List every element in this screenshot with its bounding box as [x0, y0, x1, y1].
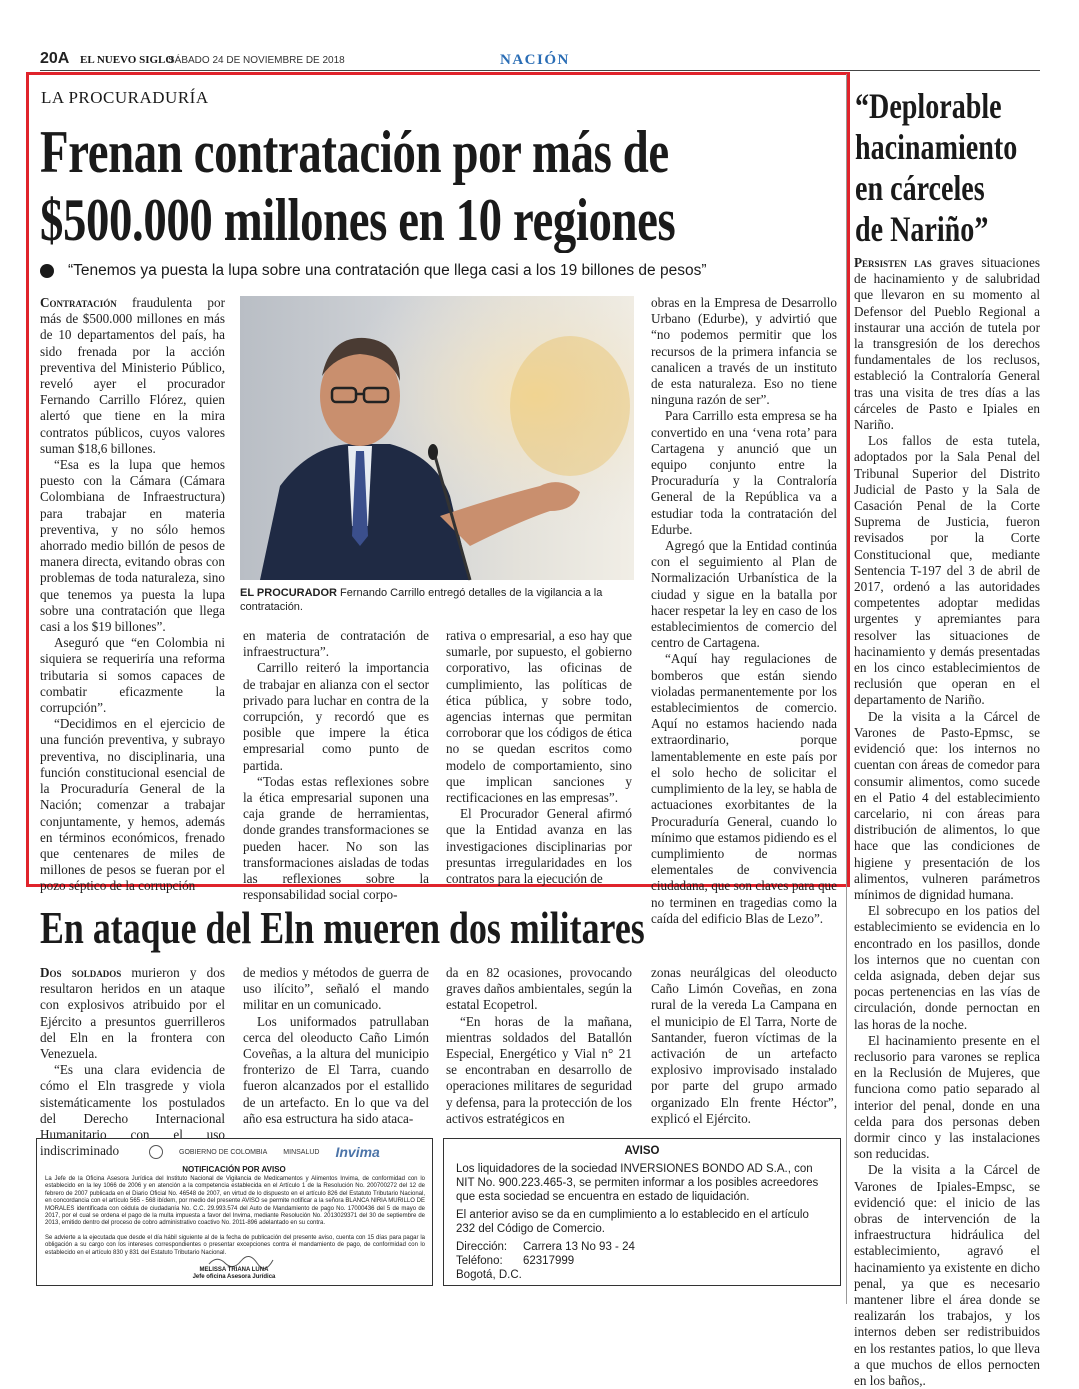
- second-headline: En ataque del Eln mueren dos militares: [40, 902, 645, 953]
- paragraph: “Todas estas reflexiones sobre la ética empresarial suponen una caja grande de herramientas, donde grandes transformaciones se pueden hacer. No son las transformaciones aisladas de todas las reflexiones sobre la responsabilidad social corpo-: [243, 773, 429, 903]
- paragraph: “En horas de la mañana, mientras soldados del Batallón Especial, Energético y Vial n° 21 se encontraban en desarrollo de operaciones militares de seguridad y defensa, para la protección de los activos estratégicos en: [446, 1013, 632, 1126]
- ad-logos: [149, 1144, 399, 1160]
- notice-signer: MELISSA TRIANA LUNA: [199, 1267, 269, 1273]
- paragraph: en materia de contratación de infraestructura”.: [243, 628, 429, 660]
- caption-text: Fernando Carrillo entregó detalles de la vigilancia a la contratación.: [240, 587, 603, 613]
- article-column-3: [446, 628, 632, 887]
- page-number: 20A: [40, 50, 70, 67]
- section-name: NACIÓN: [500, 52, 570, 68]
- paragraph: “Esa es la lupa que hemos puesto con la Cámara (Cámara Colombiana de Infraestructura) para trabajar en materia preventiva, y no sólo hemos ahorrado medio billón de pesos de manera directa, evitando obras con problemas de toda naturaleza, sino que tenemos ya puesta la lupa sobre una contratación que llega casi a los $19 billones”.: [40, 457, 225, 635]
- paragraph: Para Carrillo esta empresa se ha convertido en una ‘vena rota’ para Cartagena y anunció que un equipo conjunto entre la Procuraduría y la Contraloría General de la República va a estudiar toda la contratación del Edurbe.: [651, 408, 837, 537]
- paragraph: obras en la Empresa de Desarrollo Urbano (Edurbe), y advirtió que “no podemos permitir que los recursos de la primera infancia se canalicen a través de un instituto de esta naturaleza. Eso no tiene ninguna razón de ser”.: [651, 295, 837, 408]
- paragraph: El Procurador General afirmó que la Entidad avanza en las investigaciones disciplinarias por presuntas irregularidades en los contratos para la ejecución de: [446, 806, 632, 887]
- phone-label: Teléfono:: [456, 1255, 503, 1267]
- notice-body-1: La Jefe de la Oficina Asesora Jurídica del Instituto Nacional de Vigilancia de Medicamentos y Alimentos Invima, de conformidad con lo establecido en la ley 1066 de 2006 y en atención a la competencia establecida en el Artículo 1 de la Resolución No. 200700272 del 12 de febrero de 2007 publicada en el Diario Oficial No. 46548 de 2007, en virtud de lo dispuesto en el artículo 826 del Estatuto Tributario Nacional, en concordancia con el artículo 565 - 568 ibídem, por medio del presente AVISO se permite notificar a la señora BLANCA NIRIA MURILLO DE MORALES identificada con cédula de ciudadanía No. C.C. 29.993.574 del Auto de Mandamiento de pago No. 17000436 del 5 de mayo de 2017, por el cual se ordena el pago de la multa impuesta a favor del Invima, mediante Resolución No. 2013029371 del 30 de septiembre de 2013, emitido dentro del proceso de cobro administrativo coactivo No. 2011-896 adelantado en su contra.: [45, 1176, 425, 1227]
- caption-lead: EL PROCURADOR: [240, 587, 337, 599]
- second-column-1: [40, 965, 225, 1159]
- paragraph: [854, 255, 1040, 433]
- paragraph: Los fallos de esta tutela, adoptados por la Sala Penal del Tribunal Superior del Distrito Judicial de Pasto y la Sala de Casación Penal de la Corte Suprema de Justicia, fueron revisados por la Corte Constitucional que, mediante Sentencia T-197 del 3 de abril de 2017, ordenó a las autoridades competentes adoptar medidas urgentes y apremiantes para resolver las situaciones de hacinamiento y demás presentadas en los cinco establecimientos de reclusión que operan en el departamento de Nariño.: [854, 433, 1040, 708]
- sidebar-title-line-3: en cárceles: [855, 168, 985, 208]
- notice-title: NOTIFICACIÓN POR AVISO: [182, 1165, 286, 1174]
- lead-words: Persisten las: [854, 255, 932, 270]
- issue-date: SÁBADO 24 DE NOVIEMBRE DE 2018: [168, 55, 345, 66]
- article-column-1: [40, 295, 225, 895]
- second-column-4: [651, 965, 837, 1127]
- article-subhead: “Tenemos ya puesta la lupa sobre una contratación que llega casi a los 19 billones de pesos”: [68, 262, 707, 279]
- aviso-paragraph-2: El anterior aviso se da en cumplimiento a lo establecido en el artículo 232 del Código de Comercio.: [456, 1209, 809, 1236]
- logo-minsalud: MINSALUD: [283, 1148, 320, 1156]
- headline-line-1: Frenan contratación por más de: [40, 119, 669, 185]
- paragraph: “Aquí hay regulaciones de bomberos que están siendo violadas permanentemente por los establecimientos de comercio. Aquí no estamos haciendo nada extraordinario, porque lamentablemente en este país por el solo hecho de solicitar el cumplimiento de la ley, se habla de actuaciones exorbitantes de la Procuraduría General, cuando lo mínimo que estamos pidiendo es el cumplimiento de normas elementales de convivencia ciudadana, que son claves para que no terminen en tragedias como la caída del edificio Blas de Lezo”.: [651, 651, 837, 926]
- paragraph: Aseguró que “en Colombia ni siquiera se requeriría una reforma tributaria si somos capaces de combatir eficazmente la corrupción”.: [40, 635, 225, 716]
- address-label: Dirección:: [456, 1241, 508, 1253]
- second-column-2: [243, 965, 429, 1127]
- sidebar-divider: [846, 74, 847, 1304]
- paragraph: Agregó que la Entidad continúa con el seguimiento al Plan de Normalización Urbanística de la ciudad y sigue en la batalla por hacer respetar la ley en caso de los establecimientos de comercio del centro de Cartagena.: [651, 538, 837, 651]
- photo-caption: [240, 586, 634, 614]
- paragraph: El sobrecupo en los patios del establecimiento se evidencia en lo encontrado en los pasillos, donde los internos que no cuentan con celda asignada, deben dejar sus pocas pertenencias en las vías de circulación, donde pernoctan en las horas de la noche.: [854, 903, 1040, 1032]
- newspaper-name: EL NUEVO SIGLO: [80, 54, 174, 66]
- bullet-icon: [40, 264, 54, 278]
- paragraph: De la visita a la Cárcel de Varones de Ipiales-Empsc, se evidenció que: el inicio de las obras de intervención de la infraestructura hidráulica del establecimiento, agravó el hacinamiento ya existente en dicho penal, ya que es necesario mantener libre el área donde se realizarán los trabajos, y los internos deben ser redistribuidos en los restantes patios, lo que lleva a que muchos de ellos pernocten en los baños,.: [854, 1162, 1040, 1389]
- paragraph: “Decidimos en el ejercicio de una función preventiva, y subrayo preventiva, no disciplinaria, una función constitucional esencial de la Procuraduría General de la Nación; comenzar a trabajar conjuntamente, y hemos, además en términos económicos, frenado que centenares de miles de millones de pesos se fueran por el pozo séptico de la corrupción: [40, 716, 225, 894]
- paragraph: El hacinamiento presente en el reclusorio para varones se replica en la Reclusión de Mujeres, que funciona como patio separado al interior del penal, donde en una celda para dos personas deben dormir cinco y las instalaciones son reducidas.: [854, 1032, 1040, 1162]
- sidebar-title-line-1: “Deplorable: [855, 86, 1002, 126]
- article-kicker: LA PROCURADURÍA: [41, 88, 209, 107]
- sidebar-title-line-2: hacinamiento: [855, 127, 1018, 167]
- paragraph-text: fraudulenta por más de $500.000 millones en más de 10 departamentos del país, ha sido frenada por la acción preventiva del Ministerio Público, reveló ayer el procurador Fernando Carrillo Flórez, quien alertó que tiene en la mira contratos públicos, cuyos valores suman $18,6 billones.: [40, 295, 225, 456]
- sidebar-body: [854, 255, 1040, 1389]
- logo-invima: Invima: [335, 1144, 380, 1160]
- paragraph: [40, 295, 225, 457]
- signature-icon: [207, 1255, 277, 1267]
- paragraph-text: murieron y dos resultaron heridos en un ataque con explosivos atribuido por el Ejército a presuntos guerrilleros del Eln en la frontera con Venezuela.: [40, 965, 225, 1062]
- paragraph: rativa o empresarial, a eso hay que sumarle, por supuesto, el gobierno corporativo, las oficinas de cumplimiento, las políticas de ética pública, y sobre todo, agencias internas que permitan corroborar que los códigos de ética no se quedan escritos como modelo de comportamiento, sino que implican sanciones y rectificaciones en las empresas”.: [446, 628, 632, 806]
- aviso-title: AVISO: [624, 1145, 660, 1157]
- city: Bogotá, D.C.: [456, 1269, 522, 1281]
- article-column-2: [243, 628, 429, 903]
- paragraph: Los uniformados patrullaban cerca del oleoducto Caño Limón Coveñas, a la altura del municipio fronterizo de El Tarra, cuando fueron alcanzados por el estallido de un artefacto. En lo que va del año esa estructura ha sido ataca-: [243, 1013, 429, 1126]
- article-column-4: [651, 295, 837, 927]
- paragraph: De la visita a la Cárcel de Varones de Pasto-Epmsc, se evidenció que: los internos no cuentan con áreas de comedor para consumir alimentos, como sucede en el Patio 4 del establecimiento carcelario, ni con áreas para distribución de alimentos, lo que hace que las condiciones de higiene y presentación de los alimentos, vulneren parámetros mínimos de dignidad humana.: [854, 708, 1040, 902]
- notice-signer-title: Jefe oficina Asesora Jurídica: [192, 1274, 276, 1280]
- paragraph: de medios y métodos de guerra de uso ilícito”, señaló el mando militar en un comunicado.: [243, 965, 429, 1013]
- sidebar-title-line-4: de Nariño”: [855, 209, 989, 249]
- lead-words: Contratación: [40, 295, 117, 310]
- procurador-photo: [240, 296, 634, 580]
- lead-words: Dos soldados: [40, 965, 122, 980]
- paragraph: da en 82 ocasiones, provocando graves daños ambientales, según la estatal Ecopetrol.: [446, 965, 632, 1013]
- header-rule: [40, 70, 1040, 71]
- phone-value: 62317999: [523, 1255, 575, 1267]
- aviso-paragraph-1: Los liquidadores de la sociedad INVERSIONES BONDO AD S.A., con NIT No. 900.223.465-3, se permiten informar a los posibles acreedores que esta sociedad se encuentra en estado de liquidación.: [456, 1163, 819, 1204]
- colombia-seal-icon: [149, 1145, 163, 1159]
- notice-body-2: Se advierte a la ejecutada que desde el día hábil siguiente al de la fecha de publicación del presente aviso, cuenta con 15 días para pagar la obligación a su cargo con los intereses correspondientes o presentar excepciones contra el mandamiento de pago, de conformidad con lo establecido en el artículo 830 y 831 del Estatuto Tributario Nacional.: [45, 1235, 425, 1256]
- liquidation-notice-ad: [443, 1138, 841, 1286]
- paragraph: “Es una clara evidencia de cómo el Eln trasgrede y viola sistemáticamente los postulados del Derecho Internacional Humanitario con el uso indiscriminado: [40, 1062, 225, 1159]
- paragraph: [40, 965, 225, 1062]
- article-photo: [240, 296, 634, 580]
- invima-notice-ad: [36, 1138, 433, 1286]
- logo-gobierno: GOBIERNO DE COLOMBIA: [179, 1148, 268, 1156]
- headline-line-2: $500.000 millones en 10 regiones: [40, 187, 676, 253]
- address-value: Carrera 13 No 93 - 24: [523, 1241, 635, 1253]
- paragraph: zonas neurálgicas del oleoducto Caño Limón Coveñas, en zona rural de la vereda La Campana en el municipio de El Tarra, Norte de Santander, fueron víctimas de la activación de un artefacto explosivo improvisado instalado por parte del grupo armado organizado Eln frente Héctor”, explicó el Ejército.: [651, 965, 837, 1126]
- second-column-3: [446, 965, 632, 1127]
- paragraph: Carrillo reiteró la importancia de trabajar en alianza con el sector privado para luchar en contra de la corrupción, y recordó que es posible que impere la ética empresarial como punto de partida.: [243, 660, 429, 773]
- paragraph-text: graves situaciones de hacinamiento y de salubridad que llevaron en su momento al Defensor del Pueblo Regional a instaurar una acción de tutela por la transgresión de los derechos fundamentales de los reclusos, estableció la Contraloría General tras una visita de tres días a las cárceles de Pasto e Ipiales en Nariño.: [854, 255, 1040, 433]
